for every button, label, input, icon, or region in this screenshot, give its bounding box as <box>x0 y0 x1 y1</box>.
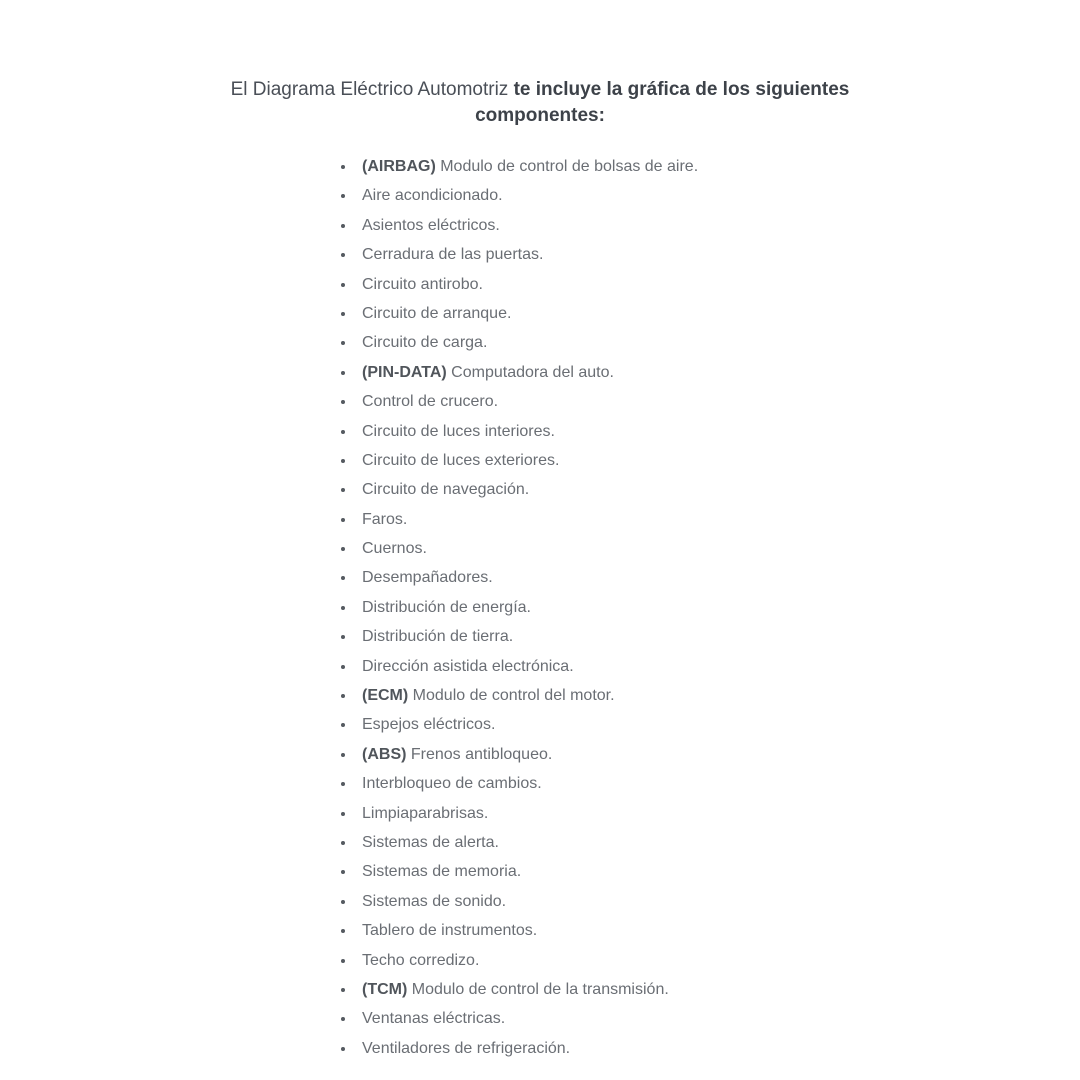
list-item-text: Circuito de luces interiores. <box>362 422 555 440</box>
list-item <box>339 681 698 710</box>
bullet-icon <box>341 547 345 551</box>
list-item-text: Distribución de energía. <box>362 598 531 616</box>
heading-intro: El Diagrama Eléctrico Automotriz <box>230 79 514 100</box>
bullet-icon <box>341 400 345 404</box>
list-item <box>339 181 698 210</box>
bullet-icon <box>341 488 345 492</box>
list-item <box>339 505 698 534</box>
bullet-icon <box>341 753 345 757</box>
list-item-text: Aire acondicionado. <box>362 187 503 205</box>
bullet-icon <box>341 165 345 169</box>
page-heading <box>0 77 1080 129</box>
list-item <box>339 799 698 828</box>
list-item-text: Sistemas de memoria. <box>362 863 522 881</box>
list-item <box>339 1004 698 1033</box>
list-item-text: Modulo de control del motor. <box>408 687 615 705</box>
heading-bold-line2: componentes: <box>475 105 605 126</box>
list-item-tag: (PIN-DATA) <box>362 363 447 381</box>
bullet-icon <box>341 194 345 198</box>
list-item <box>339 328 698 357</box>
list-item <box>339 887 698 916</box>
bullet-icon <box>341 459 345 463</box>
list-item-text: Cerradura de las puertas. <box>362 246 544 264</box>
list-item <box>339 211 698 240</box>
list-item-text: Asientos eléctricos. <box>362 216 500 234</box>
list-item <box>339 563 698 592</box>
list-item-text: Techo corredizo. <box>362 951 480 969</box>
list-item-text: Modulo de control de bolsas de aire. <box>435 158 699 175</box>
bullet-icon <box>341 870 345 874</box>
list-item <box>339 740 698 769</box>
list-item <box>339 593 698 622</box>
list-item <box>339 710 698 739</box>
list-item-text: Circuito de luces exteriores. <box>362 451 560 469</box>
list-item <box>339 916 698 945</box>
bullet-icon <box>341 606 345 610</box>
bullet-icon <box>341 224 345 228</box>
bullet-icon <box>341 253 345 257</box>
list-item-text: Circuito antirobo. <box>362 275 483 293</box>
list-item <box>339 769 698 798</box>
list-item <box>339 152 698 181</box>
bullet-icon <box>341 694 345 698</box>
bullet-icon <box>341 988 345 992</box>
list-item-text: Cuernos. <box>362 540 427 558</box>
list-item-text: Espejos eléctricos. <box>362 716 496 734</box>
list-item-text: Ventiladores de refrigeración. <box>362 1039 571 1057</box>
list-item-text: Interbloqueo de cambios. <box>362 775 542 793</box>
list-item-tag: (AIRBAG) <box>362 158 436 175</box>
bullet-icon <box>341 665 345 669</box>
list-item-text: Circuito de navegación. <box>362 481 530 499</box>
bullet-icon <box>341 518 345 522</box>
list-item-text: Sistemas de alerta. <box>362 833 499 851</box>
bullet-icon <box>341 723 345 727</box>
list-item <box>339 622 698 651</box>
list-item-text: Modulo de control de la transmisión. <box>407 980 669 998</box>
bullet-icon <box>341 341 345 345</box>
bullet-icon <box>341 283 345 287</box>
list-item <box>339 417 698 446</box>
bullet-icon <box>341 371 345 375</box>
bullet-icon <box>341 430 345 434</box>
list-item-text: Frenos antibloqueo. <box>406 745 553 763</box>
heading-bold-line1: te incluye la gráfica de los siguientes <box>513 79 850 100</box>
list-item-text: Faros. <box>362 510 408 528</box>
component-list <box>339 152 698 1063</box>
list-item <box>339 240 698 269</box>
list-item <box>339 857 698 886</box>
list-item-text: Distribución de tierra. <box>362 628 514 646</box>
bullet-icon <box>341 1047 345 1051</box>
list-item <box>339 652 698 681</box>
list-item-text: Computadora del auto. <box>446 363 614 381</box>
list-item <box>339 299 698 328</box>
list-item-tag: (ABS) <box>362 745 407 763</box>
list-item <box>339 446 698 475</box>
bullet-icon <box>341 635 345 639</box>
list-item-text: Sistemas de sonido. <box>362 892 507 910</box>
bullet-icon <box>341 929 345 933</box>
list-item <box>339 475 698 504</box>
bullet-icon <box>341 959 345 963</box>
list-item-text: Control de crucero. <box>362 393 499 411</box>
list-item-text: Circuito de arranque. <box>362 304 512 322</box>
list-item <box>339 534 698 563</box>
list-item-text: Ventanas eléctricas. <box>362 1010 506 1028</box>
bullet-icon <box>341 841 345 845</box>
list-item-text: Circuito de carga. <box>362 334 488 352</box>
list-item <box>339 828 698 857</box>
list-item-text: Limpiaparabrisas. <box>362 804 489 822</box>
bullet-icon <box>341 900 345 904</box>
bullet-icon <box>341 812 345 816</box>
bullet-icon <box>341 782 345 786</box>
list-item <box>339 358 698 387</box>
list-item <box>339 975 698 1004</box>
list-item-text: Dirección asistida electrónica. <box>362 657 574 675</box>
list-item-tag: (ECM) <box>362 687 409 705</box>
bullet-icon <box>341 1017 345 1021</box>
list-item-text: Desempañadores. <box>362 569 493 587</box>
list-item <box>339 1034 698 1063</box>
list-item <box>339 387 698 416</box>
bullet-icon <box>341 312 345 316</box>
list-item-text: Tablero de instrumentos. <box>362 922 538 940</box>
list-item <box>339 270 698 299</box>
bullet-icon <box>341 576 345 580</box>
list-item <box>339 946 698 975</box>
list-item-tag: (TCM) <box>362 980 408 998</box>
